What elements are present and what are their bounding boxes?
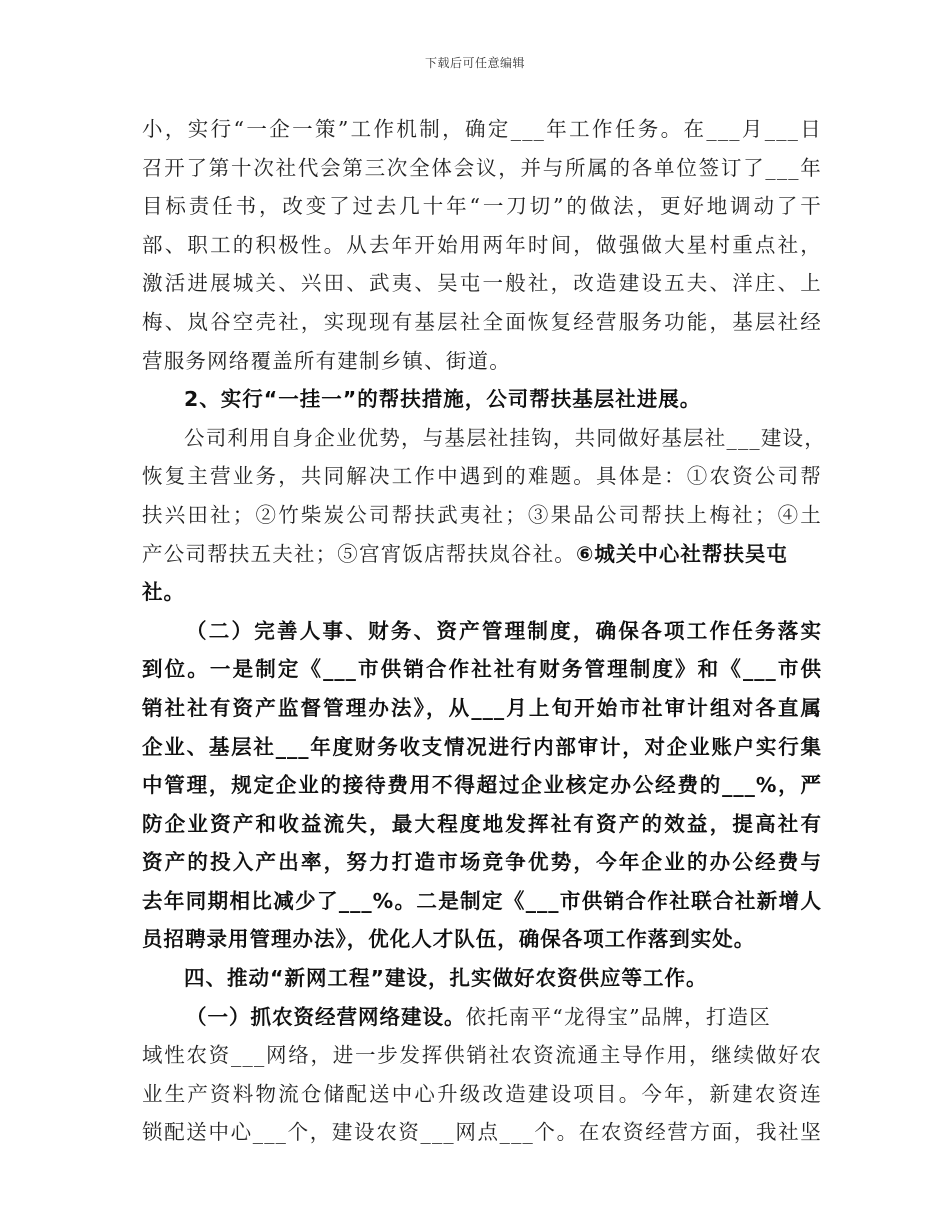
paragraph-line: 激活进展城关、兴田、武夷、吴屯一般社，改造建设五夫、洋庄、上 [142, 271, 822, 296]
section-heading: （二）完善人事、财务、资产管理制度，确保各项工作任务落实 [186, 618, 822, 643]
paragraph-line: 目标责任书，改变了过去几十年“一刀切”的做法，更好地调动了干 [142, 194, 822, 219]
paragraph-line: 梅、岚谷空壳社，实现现有基层社全面恢复经营服务功能，基层社经 [142, 309, 822, 334]
paragraph-line: 恢复主营业务，共同解决工作中遇到的难题。具体是：①农资公司帮 [142, 464, 822, 489]
paragraph-line: 召开了第十次社代会第三次全体会议，并与所属的各单位签订了___年 [142, 155, 822, 180]
paragraph-line: 防企业资产和收益流失，最大程度地发挥社有资产的效益，提高社有 [142, 811, 822, 836]
paragraph-line: 企业、基层社___年度财务收支情况进行内部审计，对企业账户实行集 [142, 734, 822, 759]
paragraph-line: 中管理，规定企业的接待费用不得超过企业核定办公经费的___%，严 [142, 773, 822, 798]
paragraph-line: 到位。一是制定《___市供销合作社社有财务管理制度》和《___市供 [142, 657, 822, 682]
paragraph-line: 业生产资料物流仓储配送中心升级改造建设项目。今年，新建农资连 [142, 1081, 822, 1106]
paragraph-line: 资产的投入产出率，努力打造市场竞争优势，今年企业的办公经费与 [142, 850, 822, 875]
subheading: 2、实行“一挂一”的帮扶措施，公司帮扶基层社进展。 [184, 387, 702, 412]
paragraph-text: 产公司帮扶五夫社；⑤宫宵饭店帮扶岚谷社。 [142, 541, 576, 566]
paragraph-line [142, 998, 822, 1037]
paragraph-line: 扶兴田社；②竹柴炭公司帮扶武夷社；③果品公司帮扶上梅社；④土 [142, 502, 822, 527]
paragraph-line: 去年同期相比减少了___%。二是制定《___市供销合作社联合社新增人 [142, 888, 822, 913]
section-heading: 四、推动“新网工程”建设，扎实做好农资供应等工作。 [184, 966, 708, 991]
subsection-title: （一）抓农资经营网络建设。 [186, 1004, 466, 1029]
document-body [142, 110, 826, 1152]
paragraph-line: 公司利用自身企业优势，与基层社挂钩，共同做好基层社___建设， [184, 425, 826, 450]
page-header: 下载后可任意编辑 [424, 56, 525, 70]
paragraph-text: 依托南平“龙得宝”品牌，打造区 [465, 1004, 771, 1029]
paragraph-text-bold: ⑥城关中心社帮扶吴屯 [576, 541, 788, 566]
paragraph-line: 销社社有资产监督管理办法》，从___月上旬开始市社审计组对各直属 [142, 695, 822, 720]
paragraph-line: 锁配送中心___个，建设农资___网点___个。在农资经营方面，我社坚 [142, 1120, 822, 1145]
paragraph-line: 域性农资___网络，进一步发挥供销社农资流通主导作用，继续做好农 [142, 1043, 822, 1068]
paragraph-line: 小，实行“一企一策”工作机制，确定___年工作任务。在___月___日 [142, 117, 822, 141]
paragraph-line [142, 535, 822, 574]
paragraph-line: 部、职工的积极性。从去年开始用两年时间，做强做大星村重点社， [142, 232, 822, 257]
paragraph-line: 社。 [142, 580, 185, 605]
paragraph-line: 员招聘录用管理办法》，优化人才队伍，确保各项工作落到实处。 [142, 927, 756, 952]
paragraph-line: 营服务网络覆盖所有建制乡镇、街道。 [142, 348, 511, 373]
